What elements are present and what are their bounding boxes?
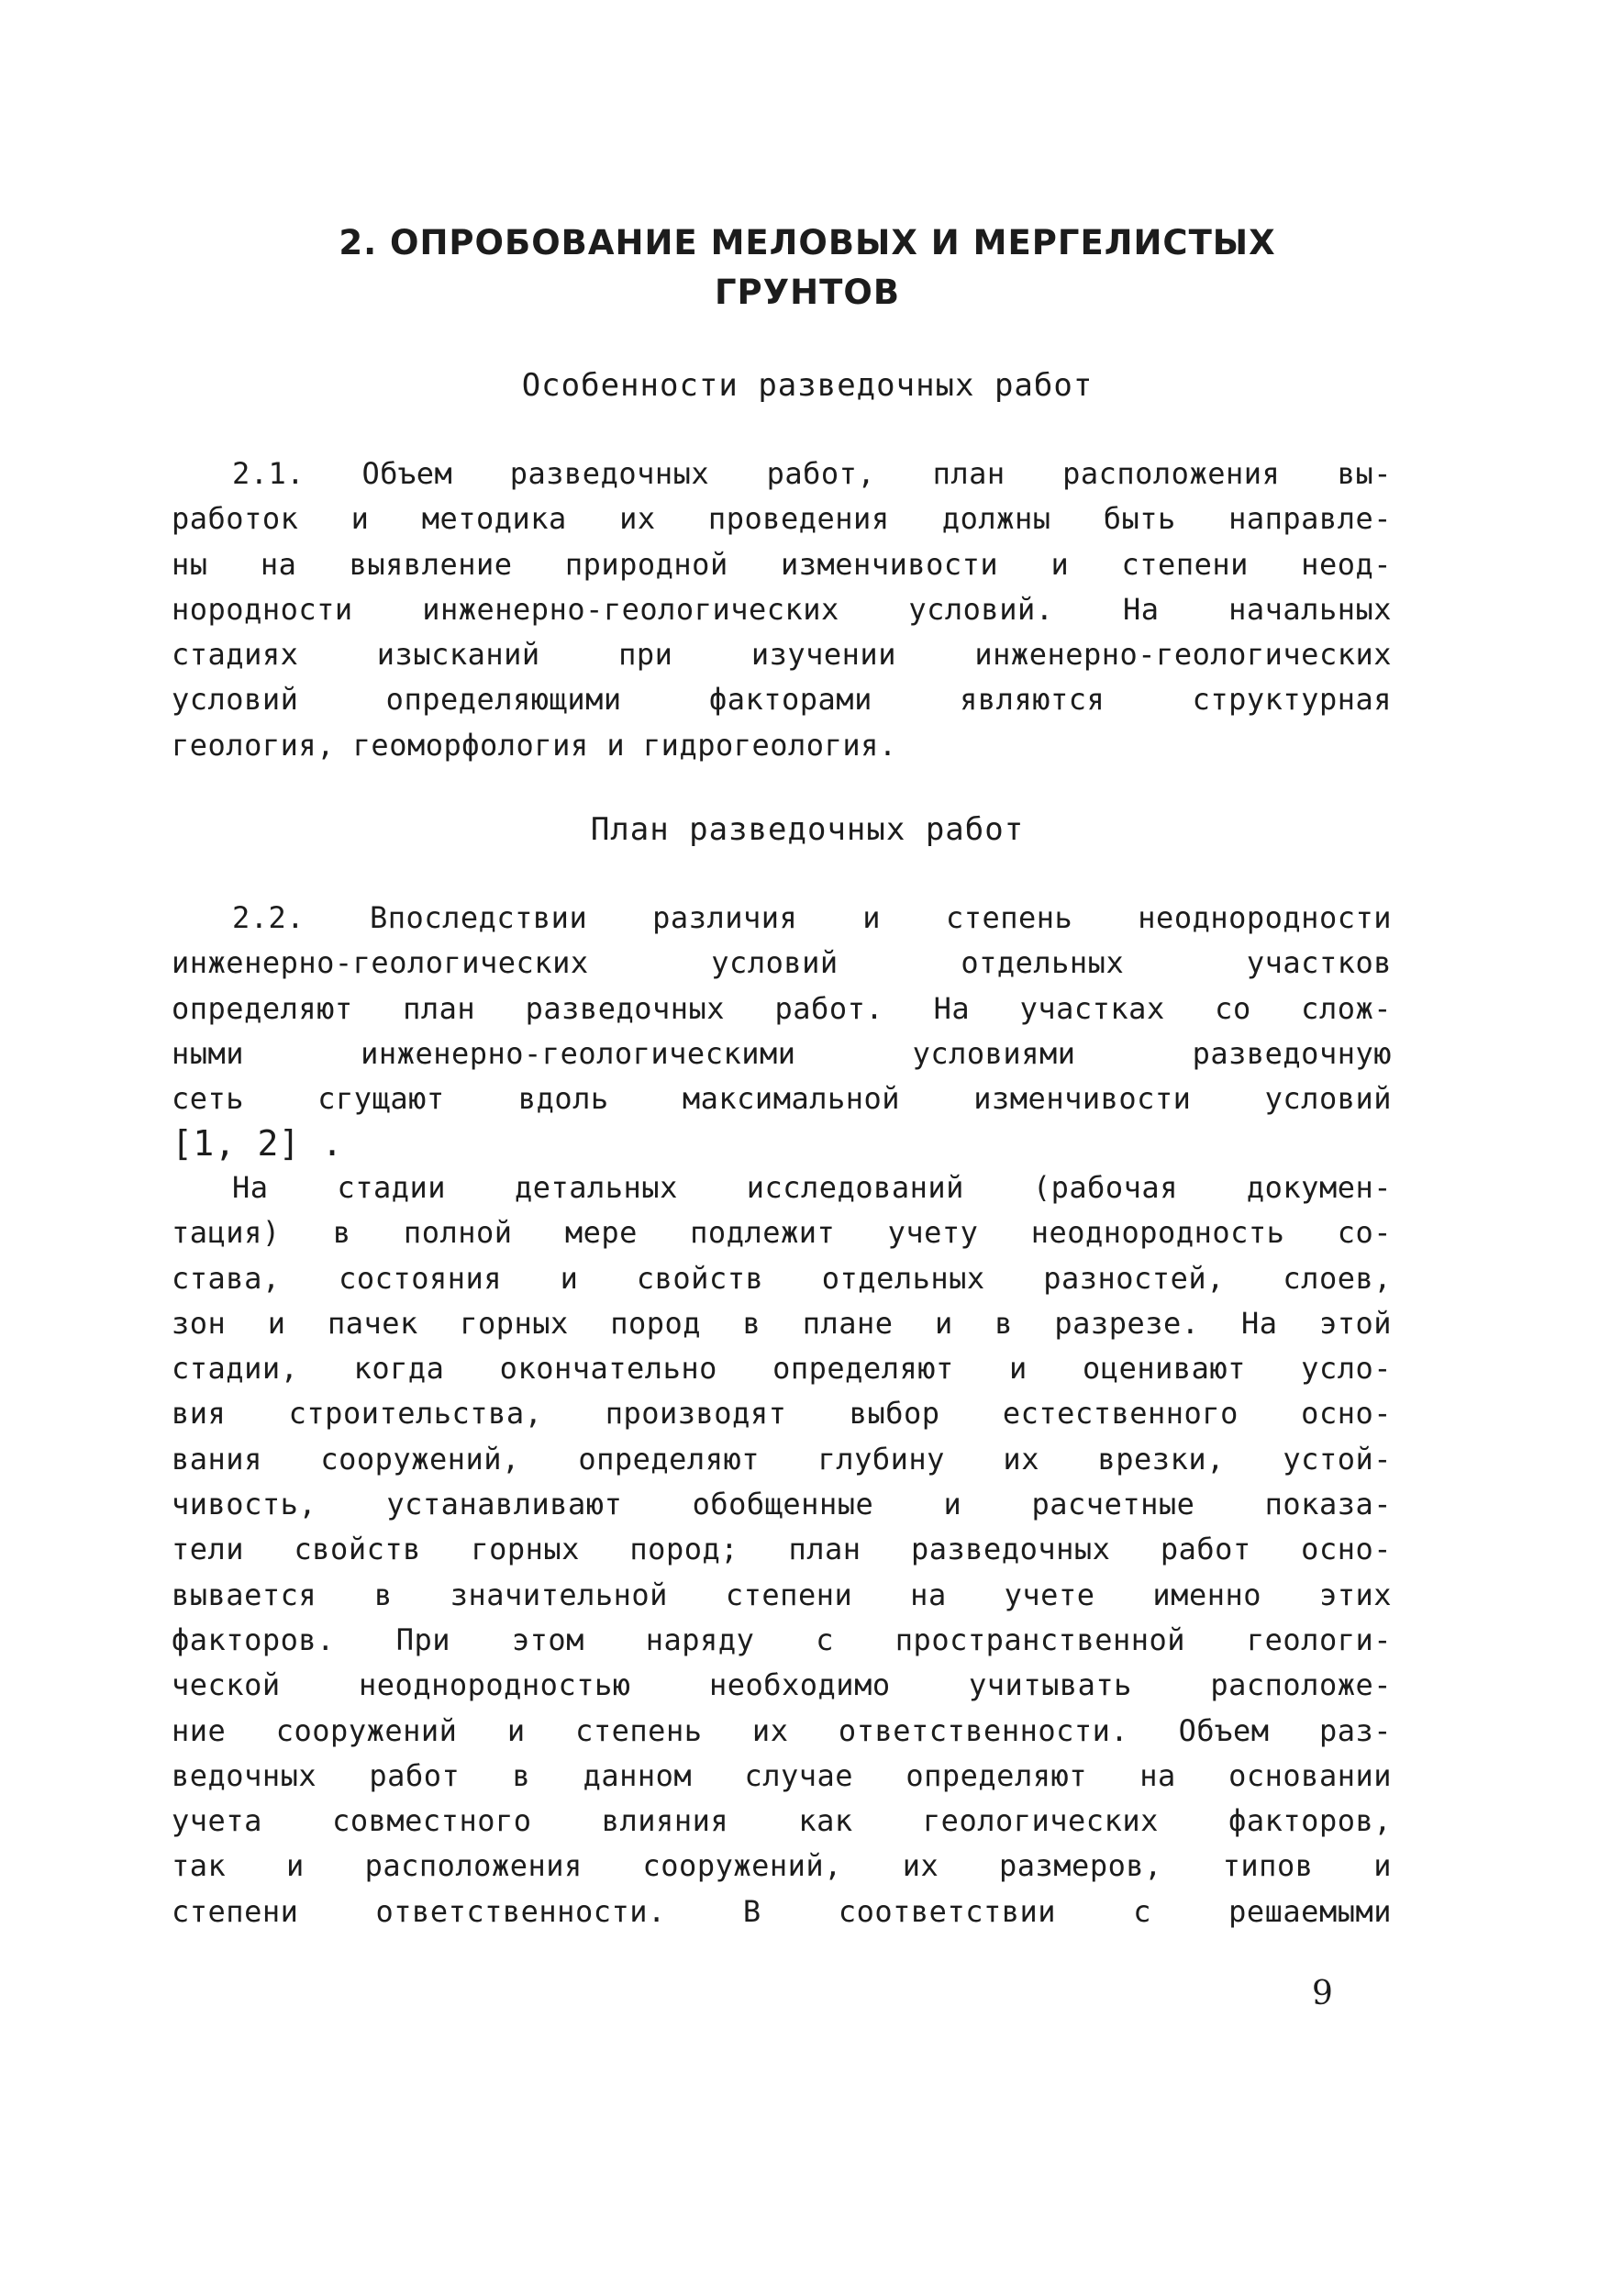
paragraph-line: ны на выявление природной изменчивости и степени неод- bbox=[172, 546, 1392, 582]
paragraph-line: вания сооружений, определяют глубину их врезки, устой- bbox=[172, 1441, 1392, 1477]
paragraph-line: ние сооружений и степень их ответственности. Объем раз- bbox=[172, 1712, 1392, 1748]
paragraph-line: 2.2. Впоследствии различия и степень неоднородности bbox=[232, 900, 1392, 935]
paragraph-line: работок и методика их проведения должны быть направле- bbox=[172, 501, 1392, 537]
paragraph-line: тация) в полной мере подлежит учету неоднородность со- bbox=[172, 1215, 1392, 1251]
paragraph-line: ведочных работ в данном случае определяют на основании bbox=[172, 1757, 1392, 1793]
paragraph-line: степени ответственности. В соответствии с решаемыми bbox=[172, 1893, 1392, 1929]
section-heading-plan: План разведочных работ bbox=[590, 811, 1025, 848]
paragraph-line: сеть сгущают вдоль максимальной изменчивости условий bbox=[172, 1081, 1392, 1117]
paragraph-line: нородности инженерно-геологических условий. На начальных bbox=[172, 591, 1392, 627]
paragraph-line: [1, 2] . bbox=[172, 1123, 344, 1165]
paragraph-line: учета совместного влияния как геологических факторов, bbox=[172, 1803, 1392, 1839]
paragraph-line: стадии, когда окончательно определяют и оценивают усло- bbox=[172, 1351, 1392, 1387]
paragraph-2-1 bbox=[172, 451, 1392, 768]
paragraph-line: ными инженерно-геологическими условиями разведочную bbox=[172, 1035, 1392, 1071]
paragraph-line: чивость, устанавливают обобщенные и расчетные показа- bbox=[172, 1487, 1392, 1522]
paragraph-line: инженерно-геологических условий отдельных участков bbox=[172, 945, 1392, 981]
paragraph-line: тели свойств горных пород; план разведочных работ осно- bbox=[172, 1532, 1392, 1567]
paragraph-2-2 bbox=[172, 896, 1392, 1167]
paragraph-line: стадиях изысканий при изучении инженерно-геологических bbox=[172, 637, 1392, 673]
paragraph-line: условий определяющими факторами являются структурная bbox=[172, 682, 1392, 718]
paragraph-line: 2.1. Объем разведочных работ, план расположения вы- bbox=[232, 456, 1392, 491]
paragraph-line: вия строительства, производят выбор естественного осно- bbox=[172, 1396, 1392, 1432]
paragraph-line: факторов. При этом наряду с пространственной геологи- bbox=[172, 1622, 1392, 1657]
page-number: 9 bbox=[1312, 1975, 1333, 2012]
paragraph-line: ческой неоднородностью необходимо учитывать расположе- bbox=[172, 1667, 1392, 1703]
chapter-title-line-2: ГРУНТОВ bbox=[714, 273, 901, 312]
paragraph-line: зон и пачек горных пород в плане и в разрезе. На этой bbox=[172, 1305, 1392, 1341]
paragraph-line: вывается в значительной степени на учете именно этих bbox=[172, 1577, 1392, 1612]
paragraph-line: геология, геоморфология и гидрогеология. bbox=[172, 727, 897, 763]
paragraph-line: става, состояния и свойств отдельных разностей, слоев, bbox=[172, 1260, 1392, 1296]
chapter-title bbox=[165, 218, 1450, 318]
paragraph-line: так и расположения сооружений, их размеров, типов и bbox=[172, 1848, 1392, 1884]
paragraph-detailed-stage bbox=[172, 1165, 1392, 1934]
chapter-title-line-1: 2. ОПРОБОВАНИЕ МЕЛОВЫХ И МЕРГЕЛИСТЫХ bbox=[339, 223, 1276, 262]
section-heading-features: Особенности разведочных работ bbox=[521, 367, 1094, 404]
paragraph-line: определяют план разведочных работ. На участках со слож- bbox=[172, 990, 1392, 1026]
paragraph-line: На стадии детальных исследований (рабочая докумен- bbox=[232, 1170, 1392, 1205]
